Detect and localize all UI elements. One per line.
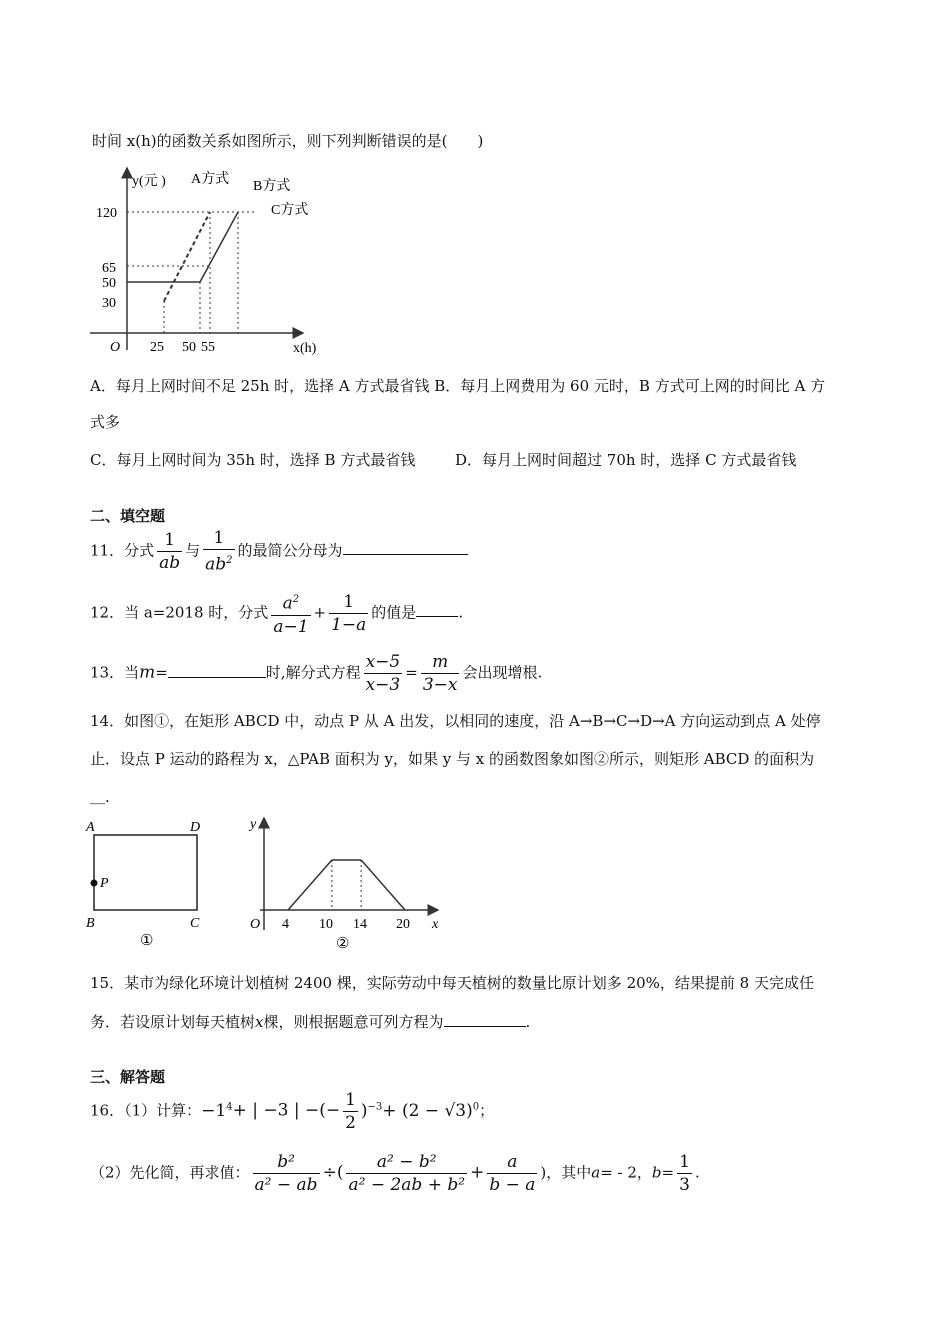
section-fill-in-title: 二、填空题 (90, 507, 166, 525)
figure-rectangle (82, 815, 232, 950)
q16-p1-term-a: $-1^4$ (201, 1100, 233, 1121)
q16-p2-a-value: = - 2， (600, 1163, 652, 1182)
q13-mid: 时,解分式方程 (265, 663, 361, 682)
figure-1-caption: ① (140, 933, 154, 949)
question-14-line-1: 14．如图①，在矩形 ABCD 中，动点 P 从 A 出发，以相同的速度，沿 A→B→C→D→A 方向运动到点 A 处停 (90, 712, 821, 730)
q15-answer-blank[interactable] (444, 1026, 526, 1027)
x-tick-25: 25 (150, 340, 164, 355)
q15-var-x: x (255, 1013, 264, 1031)
q11-answer-blank[interactable] (343, 554, 468, 555)
q13-prefix: 13．当 (90, 663, 140, 682)
q12-fraction-2: $\frac{1}{1-a}$ (331, 591, 367, 635)
graph-segment-0 (288, 860, 332, 910)
graph-tick-20: 20 (396, 917, 410, 932)
q16-p2-end: . (694, 1163, 700, 1182)
series-A方式-seg-1 (164, 212, 210, 301)
series-label-b: B方式 (253, 179, 291, 194)
question-16-part-2 (90, 1152, 700, 1195)
option-b-wrap: 式多 (90, 413, 121, 431)
q15-end: . (525, 1013, 531, 1031)
q16-p2-divide: ÷( (322, 1162, 344, 1183)
q12-tail: 的值是 (371, 603, 417, 622)
x-tick-55: 55 (201, 340, 215, 355)
graph-y-label: y (250, 817, 257, 832)
question-16-part-1 (90, 1090, 494, 1133)
q16-p2-b-eq: = (661, 1163, 675, 1182)
q13-eq2: = (405, 663, 418, 682)
question-11 (90, 528, 468, 575)
pricing-chart (88, 160, 358, 360)
figure-2-caption: ② (336, 936, 350, 952)
chart-x-label: x(h) (293, 341, 317, 356)
label-a: A (86, 820, 95, 835)
label-d: D (190, 820, 201, 835)
graph-origin: O (250, 917, 261, 932)
q11-tail: 的最简公分母为 (237, 541, 343, 560)
q16-p1-end: ； (479, 1101, 495, 1120)
y-tick-120: 120 (96, 206, 117, 221)
rectangle-abcd (94, 835, 197, 910)
q16-p1-term-c: )$^{-3}$ (360, 1100, 383, 1121)
graph-segment-2 (361, 860, 405, 910)
q13-m: m (139, 662, 156, 683)
q12-plus: + (313, 603, 327, 622)
q11-fraction-1: $\frac{1}{ab}$ (159, 529, 181, 573)
q16-p2-label: （2）先化简，再求值： (90, 1163, 250, 1182)
series-label-c: C方式 (271, 203, 309, 218)
question-14-line-3: ＿. (90, 788, 110, 806)
question-15-line-1: 15．某市为绿化环境计划植树 2400 棵，实际劳动中每天植树的数量比原计划多 20%，结果提前 8 天完成任 (90, 974, 814, 992)
question-12 (90, 590, 463, 637)
q16-p1-term-d: + $(2 - √3)^0$ (382, 1100, 480, 1121)
series-B方式-seg-1 (200, 212, 238, 282)
q15-text-a: 务．若设原计划每天植树 (90, 1013, 256, 1031)
q16-p2-var-a: a (591, 1163, 601, 1182)
q13-tail: 会出现增根. (462, 663, 543, 682)
graph-tick-10: 10 (319, 917, 333, 932)
question-15-line-2 (90, 1011, 530, 1032)
q16-p2-fraction-3: $\frac{a}{b - a}$ (489, 1152, 536, 1195)
point-p (91, 880, 98, 887)
q16-p1-term-b: + | −3 | −(− (232, 1100, 341, 1121)
q12-answer-blank[interactable] (416, 616, 458, 617)
option-c: C．每月上网时间为 35h 时，选择 B 方式最省钱 (90, 451, 416, 469)
label-c: C (190, 916, 200, 931)
y-tick-65: 65 (102, 261, 116, 276)
q12-prefix: 12．当 a=2018 时，分式 (90, 603, 269, 622)
q16-p2-close: )，其中 (540, 1163, 592, 1182)
q13-fraction-1: $\frac{x-5}{x-3}$ (365, 652, 401, 695)
q15-text-b: 棵，则根据题意可列方程为 (263, 1013, 444, 1031)
chart-y-label: y(元 ) (132, 174, 166, 189)
q12-fraction-1: $\frac{a^2}{a-1}$ (273, 593, 309, 637)
q16-p1-label: 16．（1）计算： (90, 1101, 202, 1120)
q16-p2-fraction-1: $\frac{\text{b²}}{\text{a² − ab}}$ (254, 1152, 318, 1195)
q11-and: 与 (185, 541, 201, 560)
q13-answer-blank[interactable] (168, 677, 266, 678)
question-14-line-2: 止．设点 P 运动的路程为 x，△PAB 面积为 y，如果 y 与 x 的函数图象如图②所示，则矩形 ABCD 的面积为 (90, 750, 815, 768)
q13-fraction-2: $\frac{m}{3-x}$ (422, 652, 458, 695)
q16-p2-b-fraction: $\frac{1}{3}$ (679, 1152, 690, 1195)
q11-fraction-2: $\frac{1}{ab^2}$ (205, 528, 233, 575)
option-a-b-line: A．每月上网时间不足 25h 时，选择 A 方式最省钱 B．每月上网费用为 60 元时，B 方式可上网的时间比 A 方 (90, 377, 826, 395)
graph-tick-4: 4 (282, 917, 289, 932)
y-tick-30: 30 (102, 296, 116, 311)
y-tick-50: 50 (102, 276, 116, 291)
q16-p2-fraction-2: $\frac{\text{a² − b²}}{\text{a² − 2ab + b²}}$ (348, 1152, 466, 1195)
q12-end: . (458, 603, 464, 622)
q16-p1-fraction: $\frac{1}{2}$ (345, 1090, 356, 1133)
label-b: B (86, 916, 95, 931)
q16-p2-plus: + (470, 1162, 485, 1183)
q16-p2-var-b: b (651, 1163, 662, 1182)
chart-origin: O (110, 340, 121, 355)
q11-prefix: 11．分式 (90, 541, 155, 560)
question-intro: 时间 x(h)的函数关系如图所示，则下列判断错误的是( ) (92, 132, 484, 150)
graph-tick-14: 14 (353, 917, 367, 932)
option-d: D．每月上网时间超过 70h 时，选择 C 方式最省钱 (455, 451, 797, 469)
graph-x-label: x (432, 917, 439, 932)
question-13 (90, 652, 542, 695)
section-solve-title: 三、解答题 (90, 1068, 166, 1086)
figure-graph (240, 812, 450, 952)
label-p: P (100, 876, 109, 891)
q13-eq: = (155, 663, 168, 682)
series-label-a: A方式 (191, 172, 230, 187)
x-tick-50: 50 (182, 340, 196, 355)
